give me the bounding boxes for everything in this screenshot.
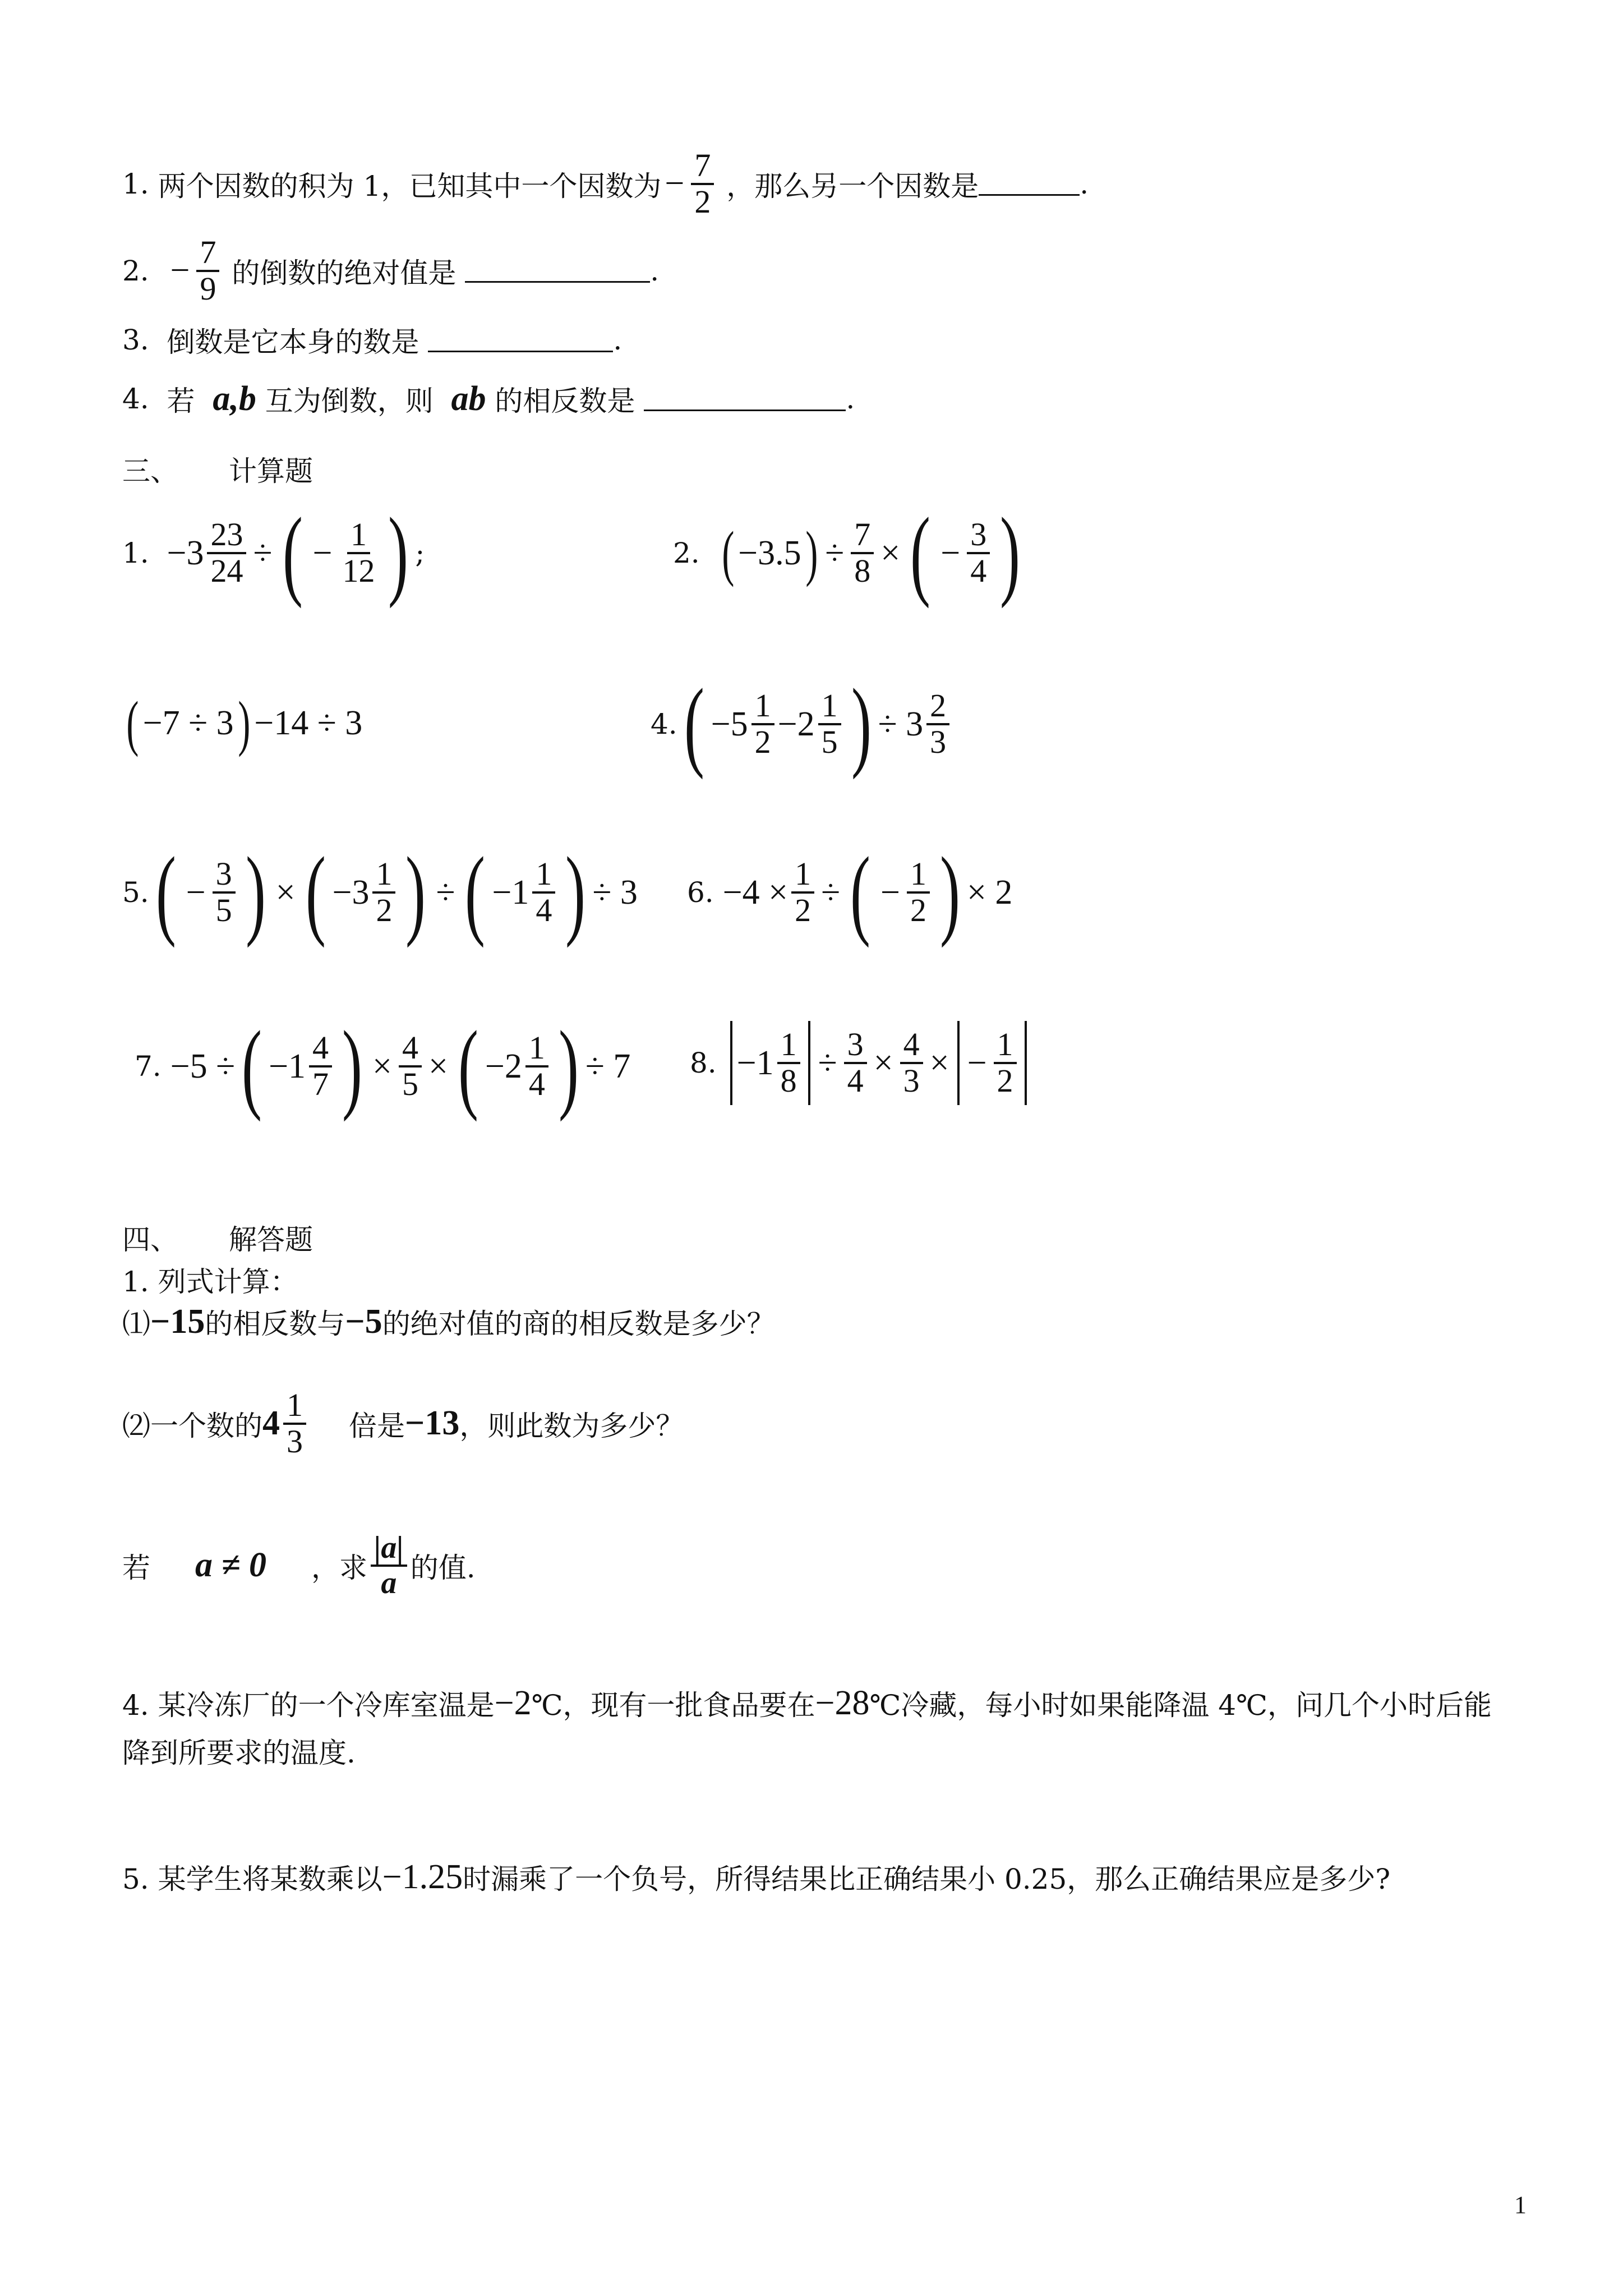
page-number-text: 1 [1514, 2191, 1527, 2219]
calc-3-rparen: ) [237, 689, 250, 757]
calc-3-expr-b: −14 ÷ 3 [254, 704, 363, 742]
calc-8-mul-1: × [873, 1043, 893, 1082]
calc-5-rparen2: ) [405, 836, 426, 948]
calc-8-abs-left-2 [957, 1021, 960, 1105]
calc-8-abs-right-1 [808, 1021, 810, 1105]
calc-4-frac-3: 2 3 [926, 689, 949, 760]
answer-3-text-c: 的值. [410, 1551, 476, 1584]
section-3-number: 三、 [122, 455, 178, 487]
calc-4-div: ÷ 3 [878, 705, 924, 743]
q2-fraction: $\frac{7}{9}$ [196, 236, 219, 306]
calc-7-mul-1: × [372, 1047, 392, 1085]
answer-1-1-text-a: 的相反数与 [205, 1308, 345, 1340]
answer-4-text-c: ℃冷藏，每小时如果能降温 4℃，问几个小时后能 [869, 1689, 1492, 1722]
q4-answer-blank[interactable] [644, 387, 846, 411]
calc-5-number: 5. [122, 876, 149, 909]
q2-number: 2. [122, 254, 149, 287]
q4-number: 4. [122, 383, 149, 415]
calc-7-number: 7. [135, 1050, 162, 1083]
calc-5-lparen3: ( [465, 836, 486, 948]
answer-4-value-a: −2 [494, 1683, 532, 1722]
calc-2-number: 2. [673, 537, 700, 569]
calc-5-div: ÷ [436, 873, 455, 912]
calc-5-whole-3: −1 [492, 873, 529, 912]
q3-end: . [613, 324, 623, 356]
calc-7-frac-3: 1 4 [525, 1031, 548, 1102]
q1-sign: − [665, 164, 685, 203]
q4-text-c: 的相反数是 [495, 385, 635, 417]
calc-7-lparen2: ( [458, 1010, 478, 1122]
calc-6-tail: × 2 [966, 873, 1013, 912]
calc-7-rparen1: ) [342, 1010, 363, 1122]
calc-8-sign: − [967, 1043, 987, 1082]
calc-2-mul: × [880, 533, 901, 572]
answer-3 [122, 1531, 476, 1600]
calc-2-lparen2: ( [910, 497, 931, 609]
answer-1-1-lead: ⑴ [122, 1308, 150, 1340]
q2-sign: − [170, 251, 190, 290]
calc-7-lparen1: ( [242, 1010, 262, 1122]
q2-text: 的倒数的绝对值是 [232, 256, 457, 289]
calc-7-tail: ÷ 7 [585, 1047, 631, 1085]
answer-1-1-value-b: −5 [345, 1302, 382, 1341]
answer-3-fraction: |a| a [371, 1531, 407, 1600]
calc-5-sign: − [186, 873, 206, 912]
calc-1-lparen: ( [282, 497, 303, 609]
calc-5-whole-2: −3 [332, 873, 370, 912]
calc-1-end: ; [415, 537, 425, 569]
calc-5-frac-3: 1 4 [532, 857, 555, 928]
calc-1-frac-b: $\frac{1}{12}$ [342, 516, 375, 589]
answer-4-line-1 [122, 1683, 1492, 1723]
calc-7-frac-2: $\frac{4}{5}$ [399, 1031, 422, 1102]
answer-1-1-text-b: 的绝对值的商的相反数是多少？ [382, 1308, 775, 1340]
answer-5 [122, 1857, 1390, 1897]
calc-8-frac-2: $\frac{3}{4}$ [844, 1028, 867, 1098]
answer-1-heading [122, 1259, 298, 1300]
q3-text: 倒数是它本身的数是 [167, 326, 419, 358]
calc-5-mul: × [275, 873, 296, 912]
calc-3-lparen: ( [126, 689, 139, 757]
calc-5-rparen1: ) [245, 836, 266, 948]
calc-8-frac-3: $\frac{4}{3}$ [900, 1028, 923, 1098]
q1-answer-blank[interactable] [979, 172, 1080, 196]
calc-6-div: ÷ [821, 873, 841, 912]
answer-1-1-value-a: −15 [150, 1302, 205, 1341]
calc-8 [690, 1021, 1031, 1105]
calc-2-lparen1: ( [721, 518, 734, 587]
calc-6-number: 6. [687, 876, 714, 909]
answer-4-text-a: 4. 某冷冻厂的一个冷库室温是 [122, 1689, 495, 1722]
calc-5-frac-2: 1 2 [372, 857, 395, 928]
calc-8-whole-1: −1 [736, 1043, 774, 1082]
answer-5-value: −1.25 [382, 1857, 463, 1896]
answer-4-line-2 [122, 1731, 356, 1771]
calc-3 [122, 689, 363, 757]
calc-3-expr-a: −7 ÷ 3 [142, 704, 234, 742]
answer-1-2-text-b: ，则此数为多少？ [459, 1409, 684, 1442]
q1-text-b: ，那么另一个因数是 [726, 169, 979, 203]
calc-2-value: −3.5 [738, 533, 801, 572]
question-1 [122, 149, 1089, 219]
answer-1-2-text-a: 倍是 [349, 1409, 405, 1442]
q3-answer-blank[interactable] [428, 328, 613, 352]
calc-2 [673, 497, 1027, 609]
calc-6-frac-2: $\frac{1}{2}$ [907, 857, 930, 928]
calc-5-rparen3: ) [565, 836, 586, 948]
calc-4-frac-1: 1 2 [751, 689, 774, 760]
answer-1-2-fraction: 1 3 [283, 1388, 306, 1459]
calc-5-tail: ÷ 3 [592, 873, 638, 912]
calc-2-div: ÷ [825, 533, 845, 572]
calc-4 [651, 668, 953, 780]
answer-1-part-2 [122, 1388, 684, 1459]
answer-1-title: 1. 列式计算： [122, 1266, 298, 1298]
calc-8-abs-right-2 [1025, 1021, 1027, 1105]
calc-2-sign: − [940, 533, 961, 572]
q4-vars: a,b [213, 379, 256, 418]
calc-6-lparen: ( [850, 836, 871, 948]
answer-1-2-lead: ⑵一个数的 [122, 1409, 262, 1442]
calc-6-frac-1: $\frac{1}{2}$ [791, 857, 814, 928]
answer-1-2-whole: 4 [262, 1404, 280, 1443]
calc-4-whole-1: −5 [711, 705, 748, 743]
q2-end: . [650, 254, 660, 287]
q4-end: . [846, 383, 855, 415]
calc-8-number: 8. [690, 1047, 717, 1079]
answer-3-text-a: 若 [122, 1551, 150, 1584]
q1-number: 1. [122, 167, 149, 200]
calc-5 [122, 836, 638, 948]
calc-6-sign: − [880, 873, 901, 912]
q1-end: . [1080, 167, 1089, 200]
section-3-heading [122, 449, 313, 489]
calc-1-whole: −3 [167, 533, 204, 572]
calc-8-frac-4: $\frac{1}{2}$ [994, 1028, 1017, 1098]
calc-1-number: 1. [122, 537, 149, 569]
q2-answer-blank[interactable] [465, 259, 650, 283]
calc-4-frac-2: 1 5 [818, 689, 841, 760]
section-4-number: 四、 [122, 1223, 178, 1256]
answer-4-text-d: 降到所要求的温度. [122, 1737, 356, 1769]
calc-7-mul-2: × [428, 1047, 448, 1085]
section-4-label: 解答题 [229, 1223, 313, 1256]
calc-6 [687, 836, 1013, 948]
calc-8-abs-left-1 [730, 1021, 732, 1105]
question-3 [122, 320, 622, 360]
q4-text-b: 互为倒数，则 [265, 385, 434, 417]
q4-ab: ab [451, 379, 486, 418]
answer-4-value-b: −28 [815, 1683, 870, 1722]
calc-1-frac-a: $\frac{23}{24}$ [207, 518, 246, 588]
calc-5-lparen2: ( [305, 836, 326, 948]
calc-5-frac-1: $\frac{3}{5}$ [213, 857, 236, 928]
answer-3-text-b: ，求 [311, 1551, 368, 1584]
calc-2-frac-b: $\frac{3}{4}$ [967, 518, 990, 588]
q1-fraction: $\frac{7}{2}$ [691, 149, 714, 219]
answer-1-part-1 [122, 1301, 775, 1342]
calc-1-div: ÷ [253, 533, 273, 572]
calc-4-lparen: ( [684, 668, 704, 780]
calc-5-lparen1: ( [155, 836, 176, 948]
answer-1-2-value: −13 [405, 1404, 460, 1443]
calc-1-rparen: ) [388, 497, 409, 609]
calc-7-head: −5 ÷ [170, 1047, 236, 1085]
question-2 [122, 236, 659, 306]
q1-text-a: 两个因数的积为 1，已知其中一个因数为 [158, 169, 662, 203]
q3-number: 3. [122, 324, 149, 356]
answer-5-text-a: 5. 某学生将某数乘以 [122, 1863, 382, 1895]
answer-3-condition: a ≠ 0 [195, 1546, 267, 1585]
calc-6-head: −4 × [722, 873, 789, 912]
section-4-heading [122, 1217, 313, 1258]
calc-4-whole-2: −2 [777, 705, 815, 743]
calc-8-div: ÷ [818, 1043, 837, 1082]
answer-5-text-b: 时漏乘了一个负号，所得结果比正确结果小 0.25，那么正确结果应是多少? [463, 1863, 1391, 1895]
page-number [1514, 2191, 1527, 2219]
calc-2-rparen2: ) [1000, 497, 1021, 609]
answer-4-text-b: ℃，现有一批食品要在 [531, 1689, 815, 1722]
calc-6-rparen: ) [940, 836, 960, 948]
calc-4-number: 4. [651, 708, 677, 740]
calc-8-frac-1: 1 8 [777, 1028, 800, 1098]
calc-7-whole-1: −1 [269, 1047, 306, 1085]
calc-7-frac-1: 4 7 [309, 1031, 332, 1102]
calc-7-rparen2: ) [558, 1010, 579, 1122]
question-4 [122, 379, 855, 419]
calc-4-rparen: ) [851, 668, 872, 780]
section-3-label: 计算题 [229, 455, 313, 487]
calc-2-frac-a: $\frac{7}{8}$ [851, 518, 874, 588]
calc-8-mul-2: × [929, 1043, 949, 1082]
calc-7 [135, 1010, 631, 1122]
calc-7-whole-3: −2 [485, 1047, 522, 1085]
calc-1 [122, 497, 425, 609]
calc-2-rparen1: ) [805, 518, 818, 587]
q4-text-a: 若 [167, 385, 195, 417]
calc-1-sign: − [312, 533, 333, 572]
